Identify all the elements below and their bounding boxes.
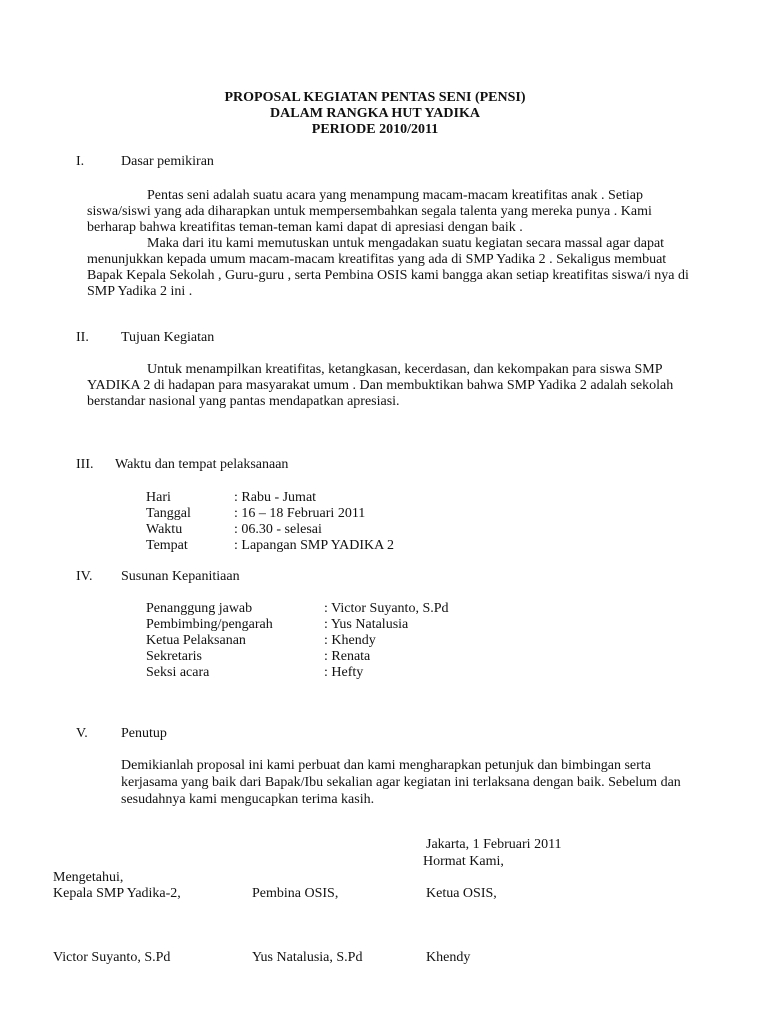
- signer-name: Yus Natalusia, S.Pd: [252, 950, 363, 965]
- committee-member: : Hefty: [324, 665, 364, 680]
- signer-role: Ketua OSIS,: [426, 886, 497, 901]
- committee-role: Sekretaris: [146, 649, 202, 664]
- schedule-label: Waktu: [146, 522, 183, 537]
- committee-member: : Khendy: [324, 633, 376, 648]
- section-number: II.: [76, 330, 89, 345]
- schedule-value: : 06.30 - selesai: [234, 522, 322, 537]
- signer-name: Khendy: [426, 950, 471, 965]
- title-line: PROPOSAL KEGIATAN PENTAS SENI (PENSI): [224, 90, 526, 105]
- schedule-value: : Rabu - Jumat: [234, 490, 317, 505]
- paragraph-line: berstandar nasional yang pantas mendapatkan apresiasi.: [87, 394, 400, 409]
- section-heading: Susunan Kepanitiaan: [121, 569, 240, 584]
- paragraph-line: kerjasama yang baik dari Bapak/Ibu sekalian agar kegiatan ini terlaksana dengan baik. Sebelum dan: [121, 775, 681, 790]
- acknowledged-label: Mengetahui,: [53, 870, 124, 885]
- committee-role: Pembimbing/pengarah: [146, 617, 273, 632]
- section-heading: Dasar pemikiran: [121, 154, 214, 169]
- section-number: V.: [76, 726, 88, 741]
- paragraph-line: siswa/siswi yang ada diharapkan untuk mempersembahkan segala talenta yang mereka punya . Kami: [87, 204, 652, 219]
- signer-name: Victor Suyanto, S.Pd: [53, 950, 171, 965]
- schedule-value: : Lapangan SMP YADIKA 2: [234, 538, 394, 553]
- paragraph-line: sesudahnya kami mengucapkan terima kasih.: [121, 792, 375, 807]
- schedule-label: Tanggal: [146, 506, 191, 521]
- schedule-label: Tempat: [146, 538, 188, 553]
- section-number: IV.: [76, 569, 93, 584]
- committee-role: Seksi acara: [146, 665, 210, 680]
- paragraph-line: Maka dari itu kami memutuskan untuk mengadakan suatu kegiatan secara massal agar dapat: [147, 236, 665, 251]
- paragraph-line: berharap bahwa kreatifitas teman-teman kami dapat di apresiasi dengan baik .: [87, 220, 523, 235]
- committee-member: : Yus Natalusia: [324, 617, 409, 632]
- signer-role: Pembina OSIS,: [252, 886, 339, 901]
- paragraph-line: Pentas seni adalah suatu acara yang menampung macam-macam kreatifitas anak . Setiap: [147, 188, 644, 203]
- committee-role: Ketua Pelaksanan: [146, 633, 246, 648]
- paragraph-line: menunjukkan kepada umum macam-macam kreatifitas yang ada di SMP Yadika 2 . Sekaligus membuat: [87, 252, 667, 267]
- title-line: PERIODE 2010/2011: [311, 122, 439, 137]
- paragraph-line: Bapak Kepala Sekolah , Guru-guru , serta Pembina OSIS kami bangga akan setiap kreatifitas siswa/i nya di: [87, 268, 689, 283]
- committee-member: : Renata: [324, 649, 371, 664]
- section-heading: Tujuan Kegiatan: [121, 330, 215, 345]
- schedule-value: : 16 – 18 Februari 2011: [234, 506, 366, 521]
- place-date: Jakarta, 1 Februari 2011: [426, 837, 562, 852]
- signer-role: Kepala SMP Yadika-2,: [53, 886, 181, 901]
- section-number: I.: [76, 154, 85, 169]
- committee-role: Penanggung jawab: [146, 601, 253, 616]
- title-line: DALAM RANGKA HUT YADIKA: [270, 106, 480, 121]
- paragraph-line: SMP Yadika 2 ini .: [87, 284, 193, 299]
- paragraph-line: YADIKA 2 di hadapan para masyarakat umum . Dan membuktikan bahwa SMP Yadika 2 adalah sekolah: [87, 378, 674, 393]
- section-number: III.: [76, 457, 94, 472]
- committee-member: : Victor Suyanto, S.Pd: [324, 601, 449, 616]
- paragraph-line: Untuk menampilkan kreatifitas, ketangkasan, kecerdasan, dan kekompakan para siswa SMP: [147, 362, 663, 377]
- schedule-label: Hari: [146, 490, 171, 505]
- regards: Hormat Kami,: [423, 854, 504, 869]
- paragraph-line: Demikianlah proposal ini kami perbuat dan kami mengharapkan petunjuk dan bimbingan serta: [121, 758, 651, 773]
- section-heading: Waktu dan tempat pelaksanaan: [115, 457, 289, 472]
- section-heading: Penutup: [121, 726, 167, 741]
